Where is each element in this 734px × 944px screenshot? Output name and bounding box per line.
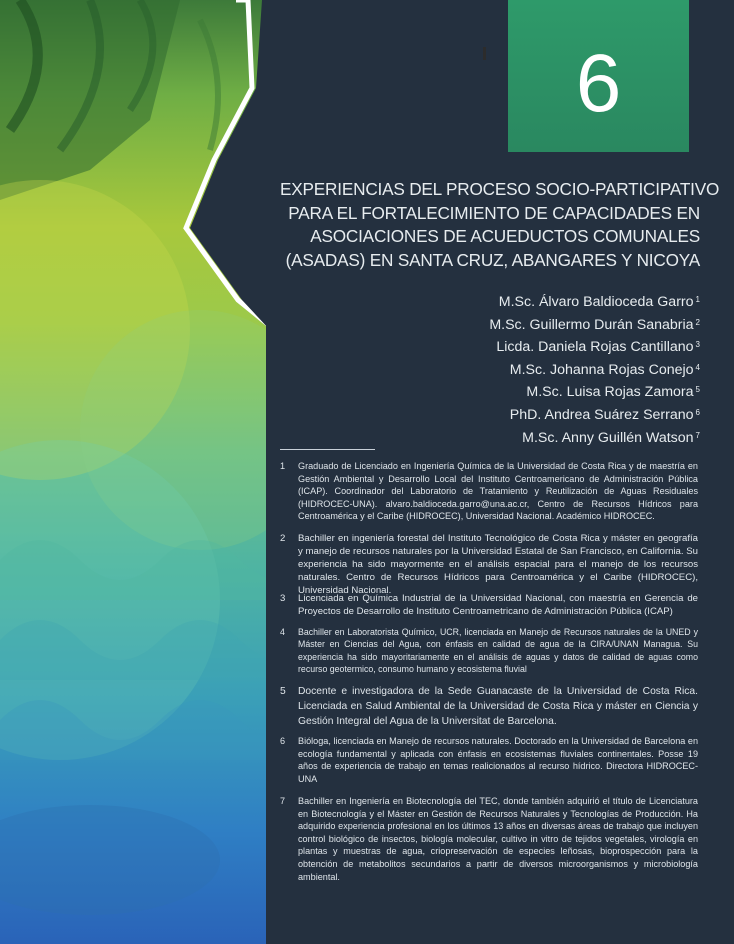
page-marker xyxy=(483,47,486,60)
author: Licda. Daniela Rojas Cantillano $^3$ xyxy=(496,339,700,356)
footnote-text: Bióloga, licenciada en Manejo de recursos naturales. Doctorado en la Universidad de Barcelona en ecología fundamental y aplicada con énfasis en ecosistemas fluviales continentales. Posse 19 años de experiencia de trabajo en temas realicionados al recurso hídrico. Directora HIDROCEC-UNA xyxy=(298,736,698,784)
author: M.Sc. Álvaro Baldioceda Garro $^1$ xyxy=(498,294,700,310)
author-list xyxy=(420,290,700,448)
footnote-number: 2 xyxy=(280,533,286,544)
nature-collage-image xyxy=(0,0,270,944)
title-line: EXPERIENCIAS DEL PROCESO SOCIO-PARTICIPATIVO xyxy=(280,179,720,199)
chapter-number: 6 xyxy=(575,38,622,129)
footnote-number: 1 xyxy=(280,461,286,471)
footnote-text: Docente e investigadora de la Sede Guanacaste de la Universidad de Costa Rica. Licenciada en Salud Ambiental de la Universidad de Costa Rica y máster en Ciencia y Gestión Integral del Agua de la Universitat de Barcelona. xyxy=(298,686,698,728)
footnote-text: Bachiller en Ingeniería en Biotecnología del TEC, donde también adquirió el título de Licenciatura en Biotecnología y el Máster en Gestión de Recursos Naturales y Tecnologías de Producción. Ha adquirido experiencia profesional en los últimos 13 años en diversas áreas de trabajo que incluyen control biológico de insectos, biología molecular, cultivo in vitro de tejidos vegetales, virología en plantas y muestras de agua, criopreservación de especies leñosas, bioprospección para la obtención de metabolitos secundarios a partir de diversos microorganismos y microbiología ambiental. xyxy=(298,796,698,882)
footnote-number: 5 xyxy=(280,686,286,697)
chapter-title xyxy=(280,178,720,272)
title-line: PARA EL FORTALECIMIENTO DE CAPACIDADES EN xyxy=(288,202,700,223)
footnote-text: Bachiller en Laboratorista Químico, UCR, licenciada en Manejo de Recursos naturales de la UNED y Máster en Ciencias del Agua, con énfasis en calidad de agua de la CIRA/UNAN Managua. Su experiencia ha sido mayoritariamente en el análisis de aguas y datos de calidad de aguas como recurso geotermico, consumo humano y ecosistema fluvial xyxy=(298,627,698,675)
author: M.Sc. Guillermo Durán Sanabria $^2$ xyxy=(489,316,700,333)
footnote-number: 6 xyxy=(280,736,286,746)
author: M.Sc. Luisa Rojas Zamora $^5$ xyxy=(526,384,700,401)
cover-artwork xyxy=(0,0,270,944)
footnote-text: Bachiller en ingeniería forestal del Instituto Tecnológico de Costa Rica y máster en geografía y manejo de recursos naturales por la Universidad Estatal de San Francisco, en California. Su experiencia ha sido mayormente en el análisis espacial para el manejo de los recursos naturales. Centro de Recursos Hídricos para Centroamérica y el Caribe (HIDROCEC), Universidad Nacional. xyxy=(298,533,698,596)
footnote-text: Graduado de Licenciado en Ingeniería Química de la Universidad de Costa Rica y de maestría en Gestión Ambiental y Desarrollo Local del Instituto Centroamericano de Administración Pública (ICAP). Coordinador del Laboratorio de Tratamiento y Reutilización de Aguas Residuales (HIDROCEC-UNA). alvaro.baldioceda.garro@una.ac.cr, Centro de Recursos Hídricos para Centroamérica y el Caribe (HIDROCEC), Universidad Nacional. Académico HIDROCEC. xyxy=(298,461,698,522)
chapter-number-box xyxy=(508,0,689,152)
author: M.Sc. Johanna Rojas Conejo $^4$ xyxy=(509,361,700,378)
author: PhD. Andrea Suárez Serrano $^6$ xyxy=(509,406,700,423)
title-line: (ASADAS) EN SANTA CRUZ, ABANGARES Y NICOYA xyxy=(285,249,700,270)
title-line: ASOCIACIONES DE ACUEDUCTOS COMUNALES xyxy=(310,226,700,246)
footnote-number: 4 xyxy=(280,627,285,637)
footnote-text: Licenciada en Química Industrial de la Universidad Nacional, con maestría en Gerencia de Proyectos de Desarrollo de Instituto Centroametricano de Administración Pública (ICAP) xyxy=(298,593,698,617)
footnote-separator xyxy=(280,449,375,450)
footnote-number: 3 xyxy=(280,593,286,604)
author: M.Sc. Anny Guillén Watson $^7$ xyxy=(522,429,700,446)
footnote-number: 7 xyxy=(280,796,286,806)
